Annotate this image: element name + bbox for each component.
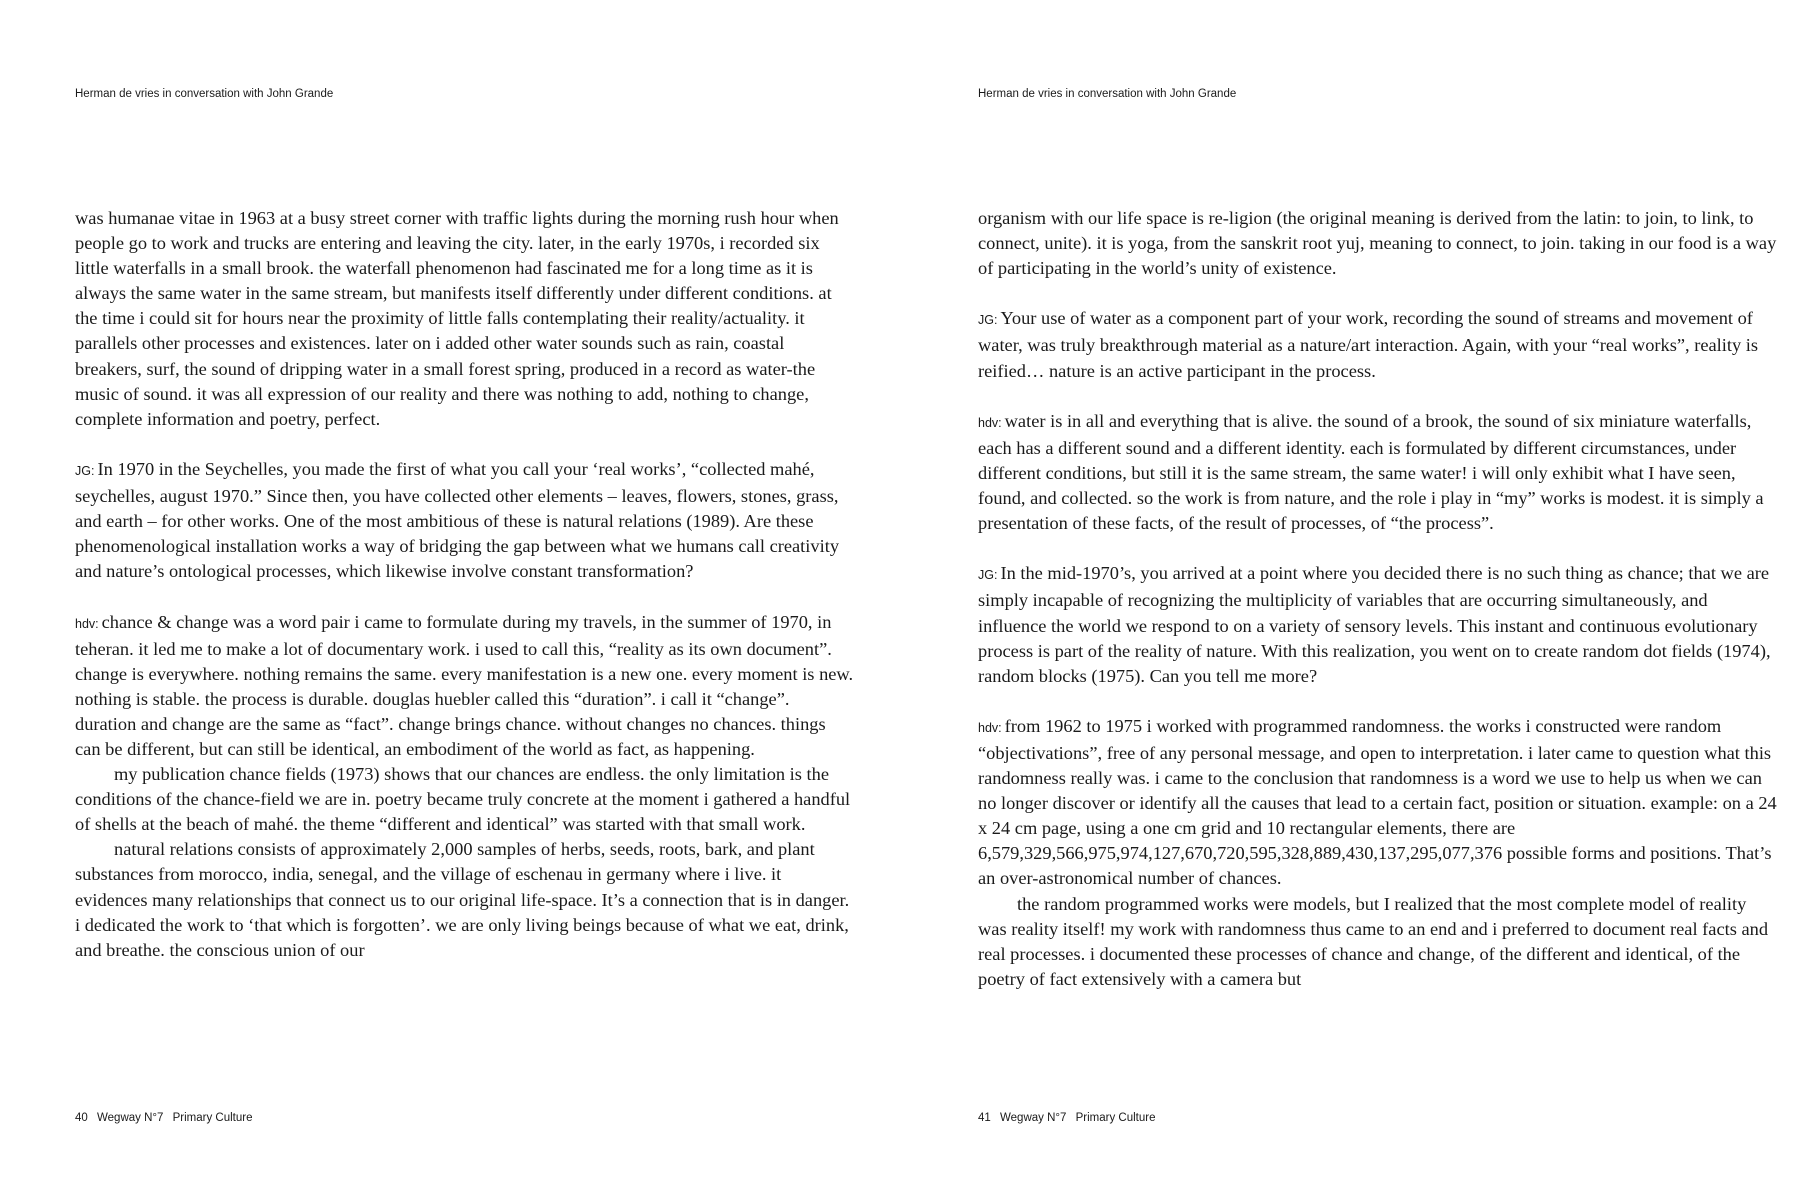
paragraph-text: natural relations consists of approximately 2,000 samples of herbs, seeds, roots, bark, and plant substances from morocco, india, senegal, and the village of eschenau in germany where i live. it evidences many relationships that connect us to our original life-space. It’s a connection that is in danger. i dedicated the work to ‘that which is forgotten’. we are only living beings because of what we eat, drink, and breathe. the conscious union of our — [75, 839, 850, 960]
article-body — [75, 206, 855, 963]
paragraph — [75, 610, 855, 763]
speaker-label: JG: — [978, 568, 998, 583]
paragraph — [978, 561, 1778, 688]
paragraph — [75, 762, 855, 837]
paragraph-text: from 1962 to 1975 i worked with programmed randomness. the works i constructed were random “objectivations”, free of any personal message, and open to interpretation. i later came to question what this randomness really was. i came to the conclusion that randomness is a word we use to help us when we can no longer discover or identify all the causes that lead to a certain fact, position or situation. example: on a 24 x 24 cm page, using a one cm grid and 10 rectangular elements, there are 6,579,329,566,975,974,127,670,720,595,328,889,430,137,295,077,376 possible forms and positions. That’s an over-astronomical number of chances. — [978, 715, 1777, 889]
paragraph-text: my publication chance fields (1973) shows that our chances are endless. the only limitation is the conditions of the chance-field we are in. poetry became truly concrete at the moment i gathered a handful of shells at the beach of mahé. the theme “different and identical” was started with that small work. — [75, 764, 851, 835]
speaker-label: JG: — [978, 313, 998, 328]
paragraph-text: was humanae vitae in 1963 at a busy street corner with traffic lights during the morning rush hour when people go to work and trucks are entering and leaving the city. later, in the early 1970s, i recorded six little waterfalls in a small brook. the waterfall phenomenon had fascinated me for a long time as it is always the same water in the same stream, but manifests itself differently under different conditions. at the time i could sit for hours near the proximity of little falls contemplating their reality/actuality. it parallels other processes and existences. later on i added other water sounds such as rain, coastal breakers, surf, the sound of dripping water in a small forest spring, produced in a record as water-the music of sound. it was all expression of our reality and there was nothing to add, nothing to change, complete information and poetry, perfect. — [75, 208, 839, 429]
paragraph-text: In the mid-1970’s, you arrived at a point where you decided there is no such thing as chance; that we are simply incapable of recognizing the multiplicity of variables that are occurring simultaneously, and influence the world we respond to on a variety of sensory levels. This instant and continuous evolutionary process is part of the reality of nature. With this realization, you went on to create random dot fields (1974), random blocks (1975). Can you tell me more? — [978, 563, 1771, 686]
speaker-label: hdv: — [75, 616, 99, 631]
paragraph-text: chance & change was a word pair i came to formulate during my travels, in the summer of 1970, in teheran. it led me to make a lot of documentary work. i used to call this, “reality as its own document”. change is everywhere. nothing remains the same. every manifestation is a new one. every moment is new. nothing is stable. the process is durable. douglas huebler called this “duration”. i call it “change”. duration and change are the same as “fact”. change brings chance. without changes no chances. things can be different, but can still be identical, an embodiment of the world as fact, as happening. — [75, 611, 854, 759]
paragraph — [978, 714, 1778, 892]
paragraph-text: water is in all and everything that is alive. the sound of a brook, the sound of six miniature waterfalls, each has a different sound and a different identity. each is formulated by different circumstances, under different conditions, but still it is the same stream, the same water! i will only exhibit what I have seen, found, and collected. so the work is from nature, and the role i play in “my” works is modest. it is simply a presentation of these facts, of the result of processes, of “the process”. — [978, 410, 1764, 534]
running-header: Herman de vries in conversation with John Grande — [978, 88, 1237, 100]
speaker-label: hdv: — [978, 415, 1002, 430]
paragraph — [978, 892, 1778, 992]
page-footer — [75, 1112, 258, 1124]
page-number: 40 — [75, 1112, 88, 1124]
speaker-label: hdv: — [978, 720, 1002, 735]
right-page — [900, 0, 1800, 1200]
paragraph — [978, 306, 1778, 383]
paragraph — [978, 409, 1778, 536]
magazine-name: Wegway N°7 — [97, 1112, 164, 1124]
speaker-label: JG: — [75, 463, 95, 478]
paragraph — [75, 837, 855, 962]
paragraph-text: In 1970 in the Seychelles, you made the first of what you call your ‘real works’, “collected mahé, seychelles, august 1970.” Since then, you have collected other elements – leaves, flowers, stones, grass, and earth – for other works. One of the most ambitious of these is natural relations (1989). Are these phenomenological installation works a way of bridging the gap between what we humans call creativity and nature’s ontological processes, which likewise involve constant transformation? — [75, 458, 840, 582]
section-name: Primary Culture — [172, 1112, 253, 1124]
page-footer — [978, 1112, 1161, 1124]
magazine-name: Wegway N°7 — [1000, 1112, 1067, 1124]
paragraph-text: the random programmed works were models, but I realized that the most complete model of reality was reality itself! my work with randomness thus came to an end and i preferred to document real facts and real processes. i documented these processes of chance and change, of the different and identical, of the poetry of fact extensively with a camera but — [978, 893, 1769, 989]
paragraph-text: organism with our life space is re-ligion (the original meaning is derived from the latin: to join, to link, to connect, unite). it is yoga, from the sanskrit root yuj, meaning to connect, to join. taking in our food is a way of participating in the world’s unity of existence. — [978, 208, 1777, 279]
page-number: 41 — [978, 1112, 991, 1124]
paragraph-text: Your use of water as a component part of your work, recording the sound of streams and movement of water, was truly breakthrough material as a nature/art interaction. Again, with your “real works”, reality is reified… nature is an active participant in the process. — [978, 308, 1759, 381]
section-name: Primary Culture — [1075, 1112, 1156, 1124]
paragraph — [75, 206, 855, 432]
paragraph — [75, 457, 855, 584]
running-header: Herman de vries in conversation with John Grande — [75, 88, 334, 100]
article-body — [978, 206, 1778, 992]
paragraph — [978, 206, 1778, 281]
